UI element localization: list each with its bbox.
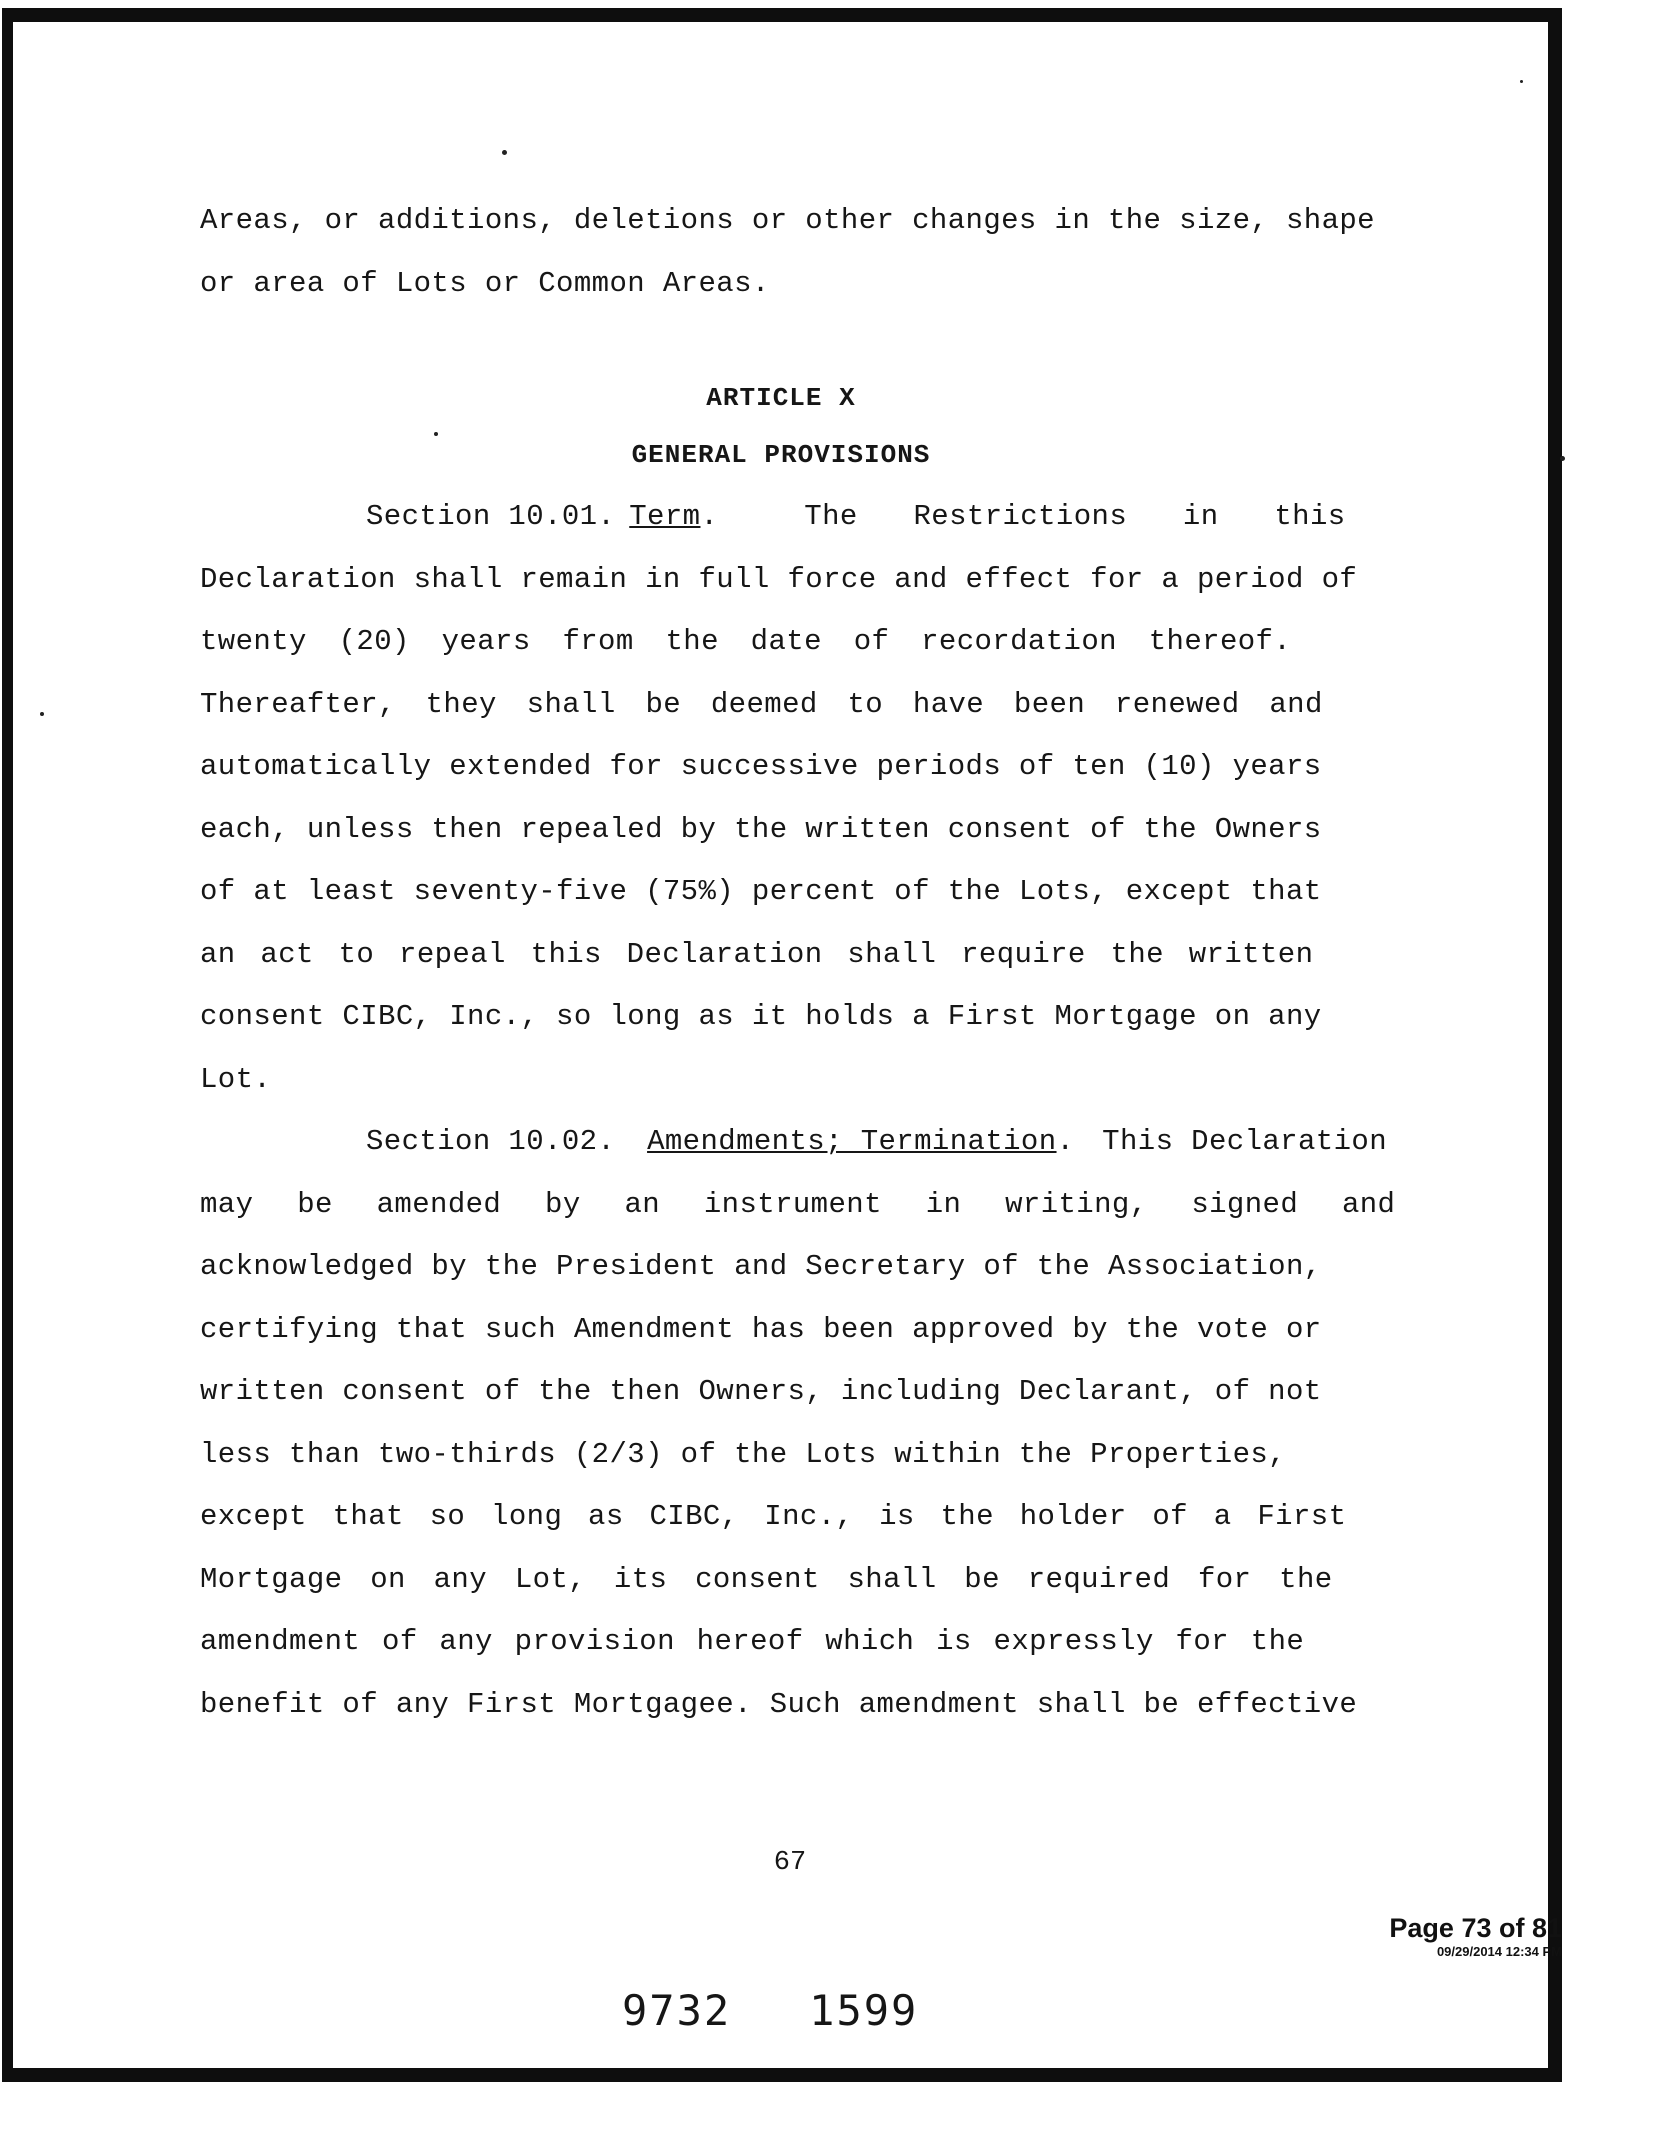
section-1002-line-4: certifying that such Amendment has been approved by the vote or: [200, 1312, 1322, 1346]
carryover-line-2-text: or area of Lots or Common Areas.: [200, 266, 770, 300]
section-1002-line-2: may be amended by an instrument in writing, signed and: [200, 1187, 1396, 1221]
section-1002-first-line: [200, 1111, 1388, 1174]
section-1001-line-4: Thereafter, they shall be deemed to have been renewed and: [200, 687, 1323, 721]
article-subheading: GENERAL PROVISIONS: [631, 439, 931, 470]
section-1002-line-6: less than two-thirds (2/3) of the Lots within the Properties,: [200, 1437, 1286, 1471]
section-1002-line-1: This Declaration: [1102, 1125, 1388, 1158]
section-1002-line-3: acknowledged by the President and Secretary of the Association,: [200, 1250, 1322, 1283]
section-1002-title-period: .: [1056, 1125, 1075, 1158]
section-1001-line-1: [804, 486, 1362, 549]
section-1002-number: Section 10.02.: [366, 1125, 616, 1158]
section-1001-line-10: Lot.: [200, 1062, 272, 1096]
section-1002-line-9: amendment of any provision hereof which is expressly for the: [200, 1625, 1305, 1658]
section-1001-number: Section 10.01.: [366, 500, 616, 533]
section-1001-line-2: Declaration shall remain in full force and effect for a period of: [200, 562, 1358, 596]
carryover-line-1: [200, 190, 1375, 253]
scan-speck: [502, 150, 507, 155]
section-1001-line-7: of at least seventy-five (75%) percent of the Lots, except that: [200, 875, 1322, 908]
recording-page: 1599: [809, 1986, 919, 2035]
section-1001-line-5: automatically extended for successive periods of ten (10) years: [200, 750, 1322, 783]
section-1001-line-8: an act to repeal this Declaration shall require the written: [200, 937, 1314, 971]
scan-speck: [1520, 80, 1523, 83]
carryover-line-2: [200, 253, 1362, 316]
section-1002-line-5: written consent of the then Owners, including Declarant, of not: [200, 1375, 1322, 1408]
section-1001-title: Term: [629, 500, 701, 533]
section-1001-line-3: twenty (20) years from the date of recordation thereof.: [200, 625, 1292, 658]
page-stamp-label: Page 73 of 81: [1389, 1913, 1562, 1943]
carryover-line-1-text: Areas, or additions, deletions or other changes in the size, shape: [200, 204, 1375, 237]
section-1002-line-8: Mortgage on any Lot, its consent shall be required for the: [200, 1562, 1333, 1596]
section-1001-line-1-text: The Restrictions in this: [804, 500, 1346, 533]
recording-book: 9732: [622, 1986, 732, 2035]
section-1002-title: Amendments; Termination: [647, 1125, 1057, 1158]
scan-speck: [40, 712, 44, 716]
page-stamp-timestamp: 09/29/2014 12:34 PM: [1436, 1944, 1562, 1959]
page-number: 67: [773, 1848, 807, 1878]
section-1002-line-10: benefit of any First Mortgagee. Such amendment shall be effective: [200, 1687, 1358, 1721]
section-1001-first-line: [200, 486, 1362, 549]
document-body: [200, 190, 1396, 1736]
section-1001-line-9: consent CIBC, Inc., so long as it holds a First Mortgage on any: [200, 1000, 1322, 1033]
article-heading: ARTICLE X: [706, 383, 856, 413]
spacer: [200, 315, 1362, 367]
section-1002-line-7: except that so long as CIBC, Inc., is the holder of a First: [200, 1500, 1347, 1533]
page-stamp: [1389, 1912, 1562, 1960]
recording-book-page: [622, 1986, 918, 2035]
section-1001-title-period: .: [700, 500, 719, 533]
section-1001-line-6: each, unless then repealed by the written consent of the Owners: [200, 812, 1322, 846]
scan-speck: [1560, 456, 1565, 461]
